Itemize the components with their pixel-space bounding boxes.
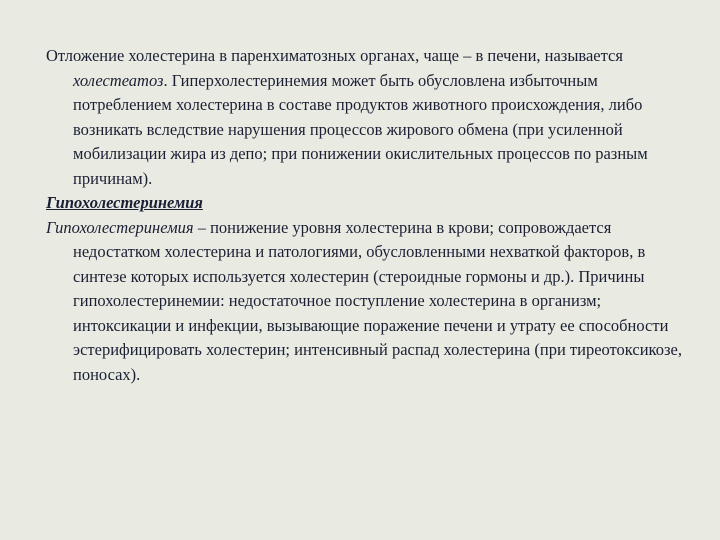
paragraph-hypocholesterolemia bbox=[46, 216, 686, 388]
paragraph-1-text-end: . Гиперхолестеринемия может быть обусловлена избыточным потреблением холестерина в составе продуктов животного происхождения, либо возникать вследствие нарушения процессов жирового обмена (при усиленной мобилизации жира из депо; при понижении окислительных процессов по разным причинам). bbox=[73, 70, 648, 188]
section-heading-hypocholesterolemia: Гипохолестеринемия bbox=[46, 193, 203, 212]
paragraph-2-text: – понижение уровня холестерина в крови; сопровождается недостатком холестерина и патологиями, обусловленными нехваткой факторов, в синтезе которых используется холестерин (стероидные гормоны и др.). Причины гипохолестеринемии: недостаточное поступление холестерина в организм; интоксикации и инфекции, вызывающие поражение печени и утрату ее способности эстерифицировать холестерин; интенсивный распад холестерина (при тиреотоксикозе, поносах). bbox=[73, 217, 682, 384]
slide-content bbox=[46, 44, 686, 387]
paragraph-1-text-start: Отложение холестерина в паренхиматозных органах, чаще – в печени, называется bbox=[46, 46, 623, 65]
term-hypocholesterolemia: Гипохолестеринемия bbox=[46, 217, 194, 237]
paragraph-hypercholesterolemia bbox=[46, 44, 686, 191]
term-cholesteatosis: холестеатоз bbox=[73, 70, 164, 90]
